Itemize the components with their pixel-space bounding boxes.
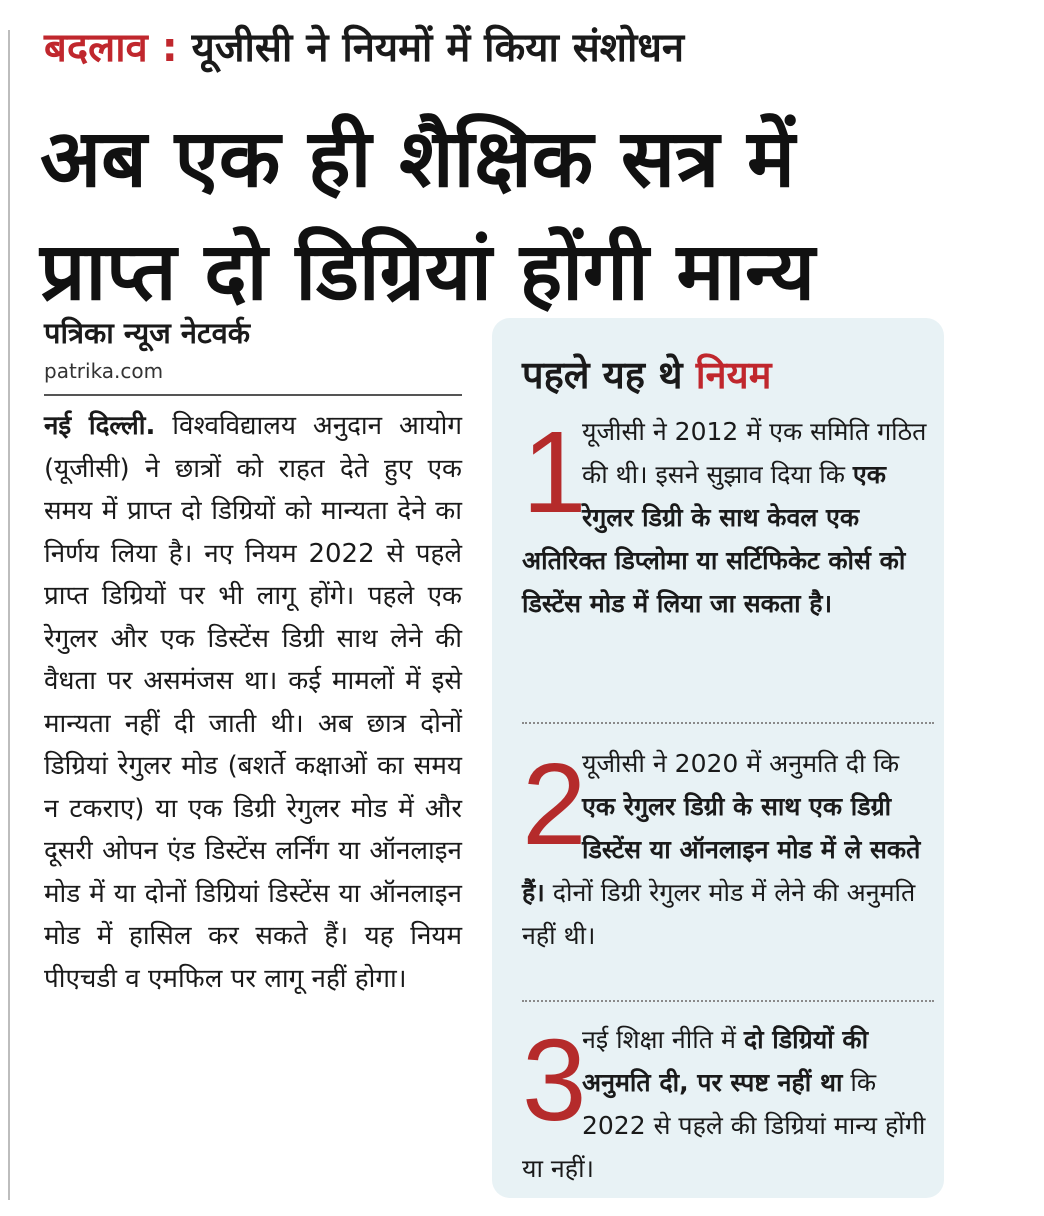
kicker-label: बदलाव : — [44, 25, 178, 71]
byline-rule — [44, 394, 462, 396]
kicker — [44, 24, 684, 72]
sidebar-box — [492, 318, 944, 1198]
dateline: नई दिल्ली. — [44, 411, 156, 441]
page-edge-line — [8, 30, 10, 1200]
rule-item-1 — [522, 407, 934, 625]
rule-text: यूजीसी ने 2012 में एक समिति गठित की थी। इसने सुझाव दिया कि — [582, 417, 927, 489]
rule-bold-text: दो डिग्रियों की अनुमति दी, पर स्पष्ट नहीं था — [582, 1025, 869, 1097]
headline-line-1: अब एक ही शैक्षिक सत्र में — [40, 112, 795, 205]
rule-divider — [522, 722, 934, 724]
sidebar-title-highlight: नियम — [695, 353, 772, 397]
rule-number: 3 — [522, 1015, 587, 1145]
site-name: patrika.com — [44, 359, 164, 383]
rule-bold-text: एक रेगुलर डिग्री के साथ केवल एक अतिरिक्त डिप्लोमा या सर्टिफिकेट कोर्स को डिस्टेंस मोड में लिया जा सकता है। — [522, 460, 906, 618]
sidebar-title — [522, 348, 771, 400]
rule-text: यूजीसी ने 2020 में अनुमति दी कि — [582, 749, 900, 778]
article-body — [44, 405, 462, 1000]
rule-text: नई शिक्षा नीति में — [582, 1025, 744, 1054]
rule-text-tail: कि 2022 से पहले की डिग्रियां मान्य होंगी या नहीं। — [522, 1068, 926, 1183]
article-text: विश्वविद्यालय अनुदान आयोग (यूजीसी) ने छात्रों को राहत देते हुए एक समय में प्राप्त दो डिग्रियों को मान्यता देने का निर्णय लिया है। नए नियम 2022 से पहले प्राप्त डिग्रियों पर भी लागू होंगे। पहले एक रेगुलर और एक डिस्टेंस डिग्री साथ लेने की वैधता पर असमंजस था। कई मामलों में इसे मान्यता नहीं दी जाती थी। अब छात्र दोनों डिग्रियां रेगुलर मोड (बशर्ते कक्षाओं का समय न टकराए) या एक डिग्री रेगुलर मोड में और दूसरी ओपन एंड डिस्टेंस लर्निंग या ऑनलाइन मोड में या दोनों डिग्रियां डिस्टेंस या ऑनलाइन मोड में हासिल कर सकते हैं। यह नियम पीएचडी व एमफिल पर लागू नहीं होगा। — [44, 411, 462, 994]
headline — [40, 102, 815, 328]
rule-text-tail: दोनों डिग्री रेगुलर मोड में लेने की अनुमति नहीं थी। — [522, 878, 916, 950]
sidebar-title-prefix: पहले यह थे — [522, 353, 696, 397]
byline: पत्रिका न्यूज नेटवर्क — [44, 316, 250, 350]
rule-bold-text: एक रेगुलर डिग्री के साथ एक डिग्री डिस्टेंस या ऑनलाइन मोड में ले सकते हैं। — [522, 792, 921, 907]
rule-divider — [522, 1000, 934, 1002]
rule-number: 1 — [522, 407, 587, 537]
kicker-text: यूजीसी ने नियमों में किया संशोधन — [177, 25, 685, 71]
rule-item-3 — [522, 1015, 934, 1190]
rule-item-2 — [522, 739, 934, 957]
headline-line-2: प्राप्त दो डिग्रियां होंगी मान्य — [40, 225, 816, 318]
rule-number: 2 — [522, 739, 587, 869]
